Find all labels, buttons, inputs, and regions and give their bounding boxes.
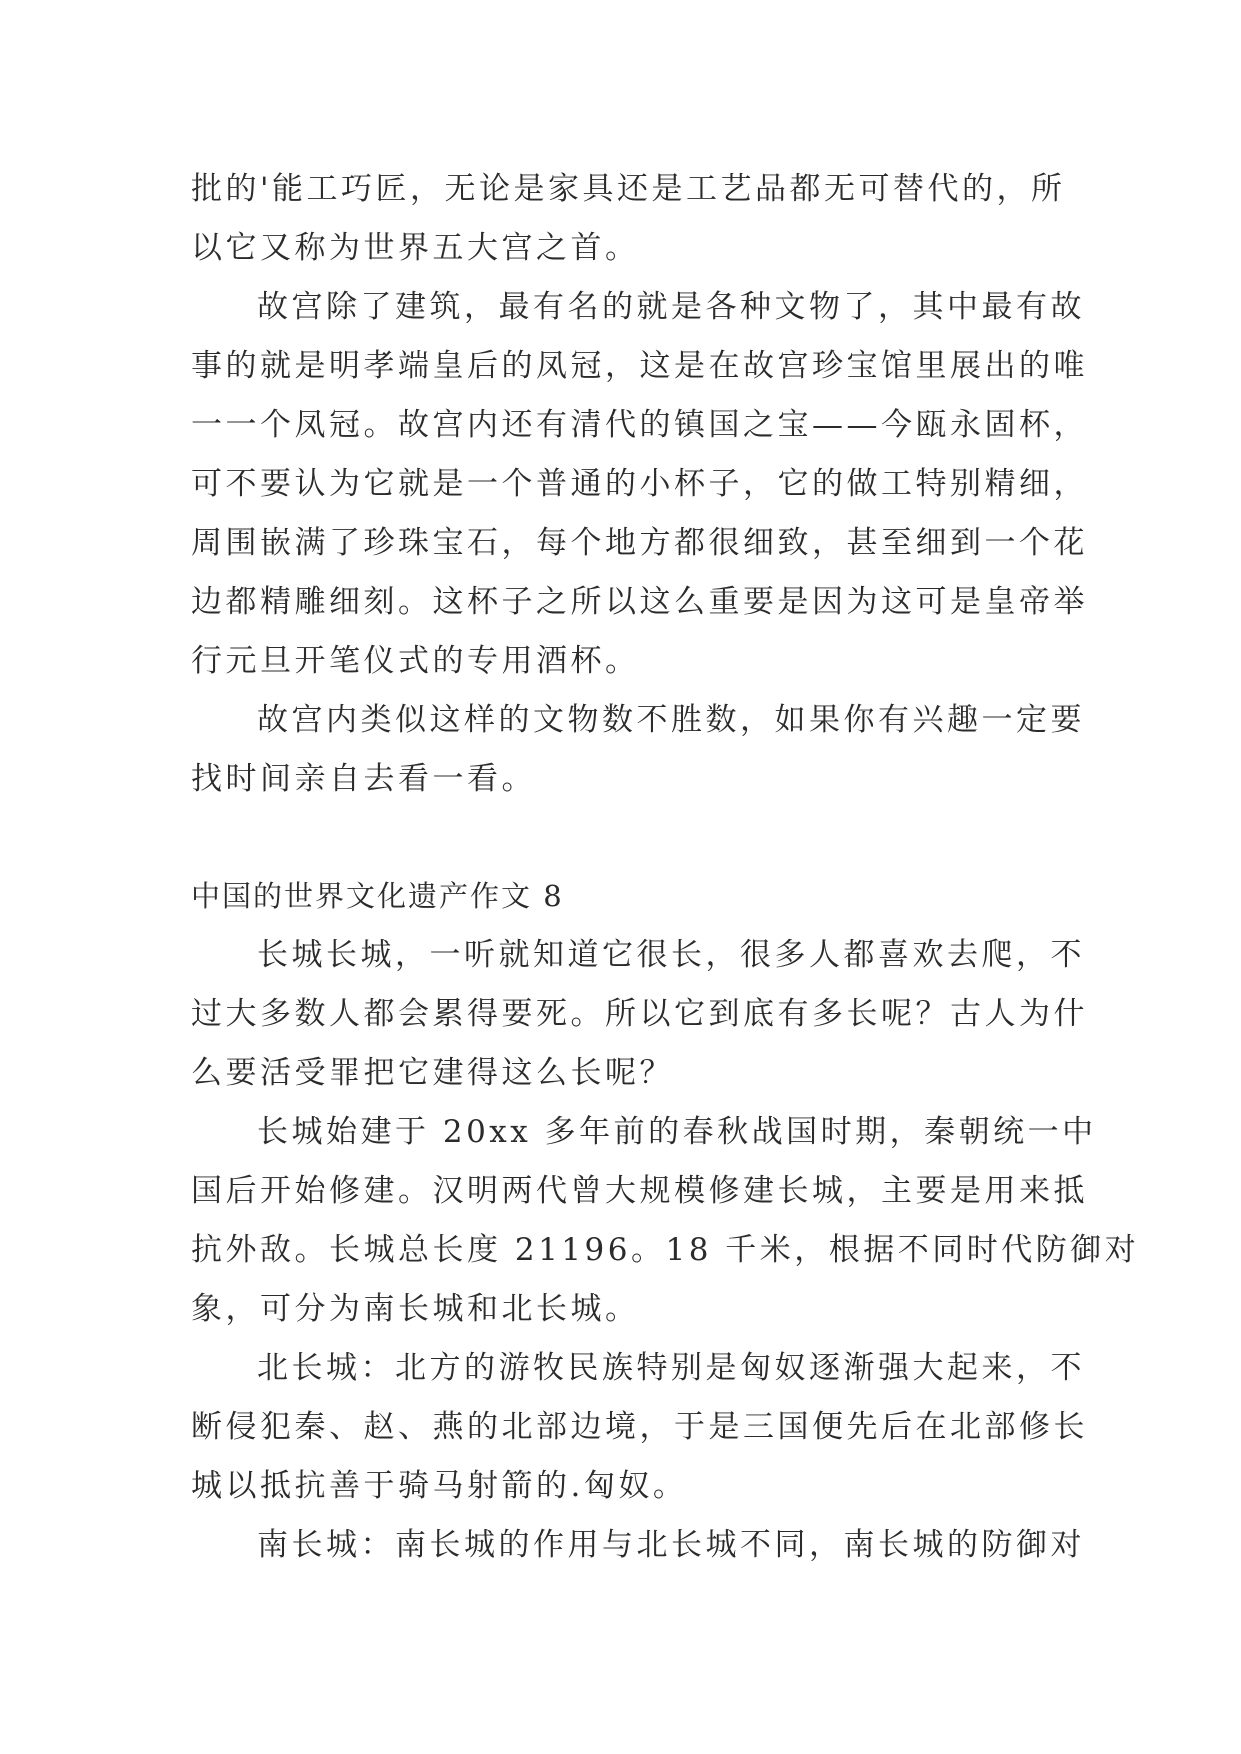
paragraph — [191, 1103, 1140, 1339]
text-line: 么要活受罪把它建得这么长呢？ — [191, 1055, 674, 1091]
article-body — [191, 160, 1140, 1575]
text-line: 行元旦开笔仪式的专用酒杯。 — [191, 643, 640, 679]
section-spacer — [191, 809, 1071, 867]
paragraph — [191, 926, 1088, 1103]
paragraph — [191, 1516, 1085, 1575]
text-line: 故宫内类似这样的文物数不胜数，如果你有兴趣一定要 — [257, 702, 1085, 738]
paragraph — [191, 278, 1088, 691]
text-line: 边都精雕细刻。这杯子之所以这么重要是因为这可是皇帝举 — [191, 584, 1088, 620]
text-line: 故宫除了建筑，最有名的就是各种文物了，其中最有故 — [257, 289, 1085, 325]
text-line: 长城长城，一听就知道它很长，很多人都喜欢去爬，不 — [257, 937, 1085, 973]
text-line: 城以抵抗善于骑马射箭的.匈奴。 — [191, 1468, 688, 1504]
paragraph — [191, 691, 1085, 809]
text-line: 北长城：北方的游牧民族特别是匈奴逐渐强大起来，不 — [257, 1350, 1085, 1386]
text-line: 断侵犯秦、赵、燕的北部边境，于是三国便先后在北部修长 — [191, 1409, 1088, 1445]
section-heading: 中国的世界文化遗产作文 8 — [191, 879, 564, 913]
text-line: 可不要认为它就是一个普通的小杯子，它的做工特别精细， — [191, 466, 1088, 502]
paragraph — [191, 160, 1071, 278]
text-line: 国后开始修建。汉明两代曾大规模修建长城，主要是用来抵 — [191, 1173, 1088, 1209]
text-line: 周围嵌满了珍珠宝石，每个地方都很细致，甚至细到一个花 — [191, 525, 1088, 561]
text-line: 长城始建于 20xx 多年前的春秋战国时期，秦朝统一中 — [257, 1114, 1097, 1150]
paragraph — [191, 1339, 1088, 1516]
text-line: 抗外敌。长城总长度 21196。18 千米，根据不同时代防御对 — [191, 1232, 1140, 1268]
text-line: 南长城：南长城的作用与北长城不同，南长城的防御对 — [257, 1527, 1085, 1563]
text-line: 过大多数人都会累得要死。所以它到底有多长呢？古人为什 — [191, 996, 1088, 1032]
text-line: 找时间亲自去看一看。 — [191, 761, 536, 797]
text-line: 以它又称为世界五大宫之首。 — [191, 230, 640, 266]
text-line: 一一个凤冠。故宫内还有清代的镇国之宝——今瓯永固杯， — [191, 407, 1088, 443]
text-line: 象，可分为南长城和北长城。 — [191, 1291, 640, 1327]
text-line: 事的就是明孝端皇后的凤冠，这是在故宫珍宝馆里展出的唯 — [191, 348, 1088, 384]
text-line: 批的'能工巧匠，无论是家具还是工艺品都无可替代的，所 — [191, 171, 1066, 207]
